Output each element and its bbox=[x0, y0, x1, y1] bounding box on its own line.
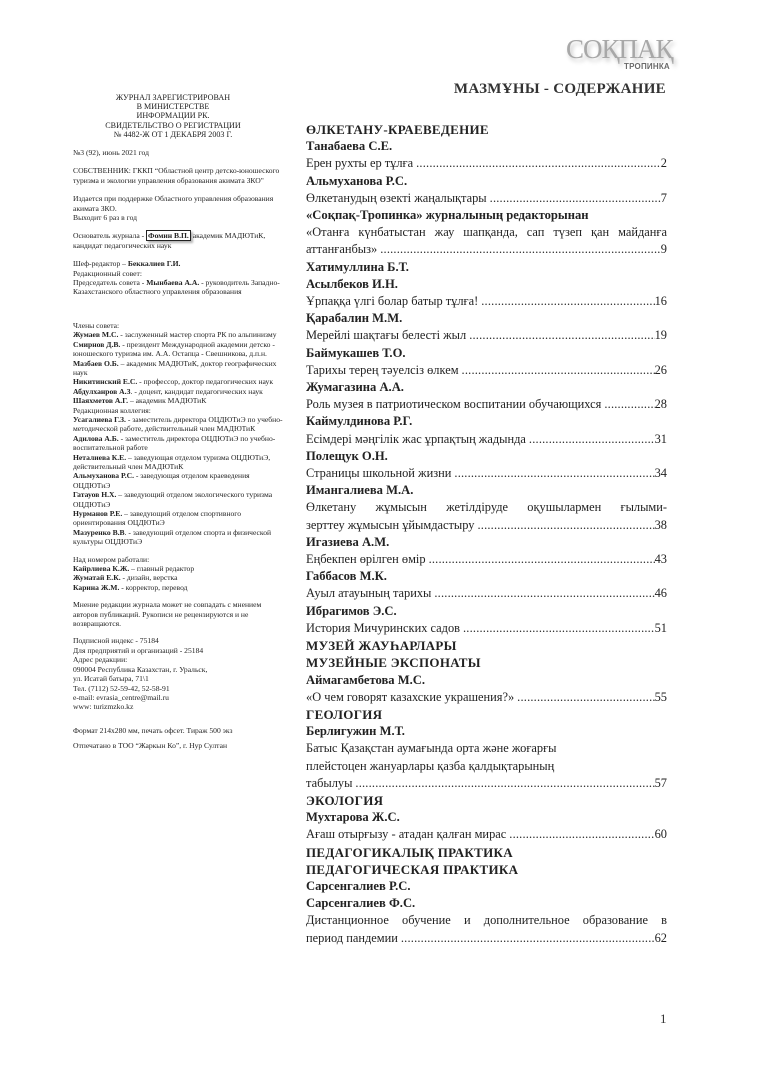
page-ref: 57 bbox=[654, 775, 667, 790]
member-name: Абдулханров А.З bbox=[73, 386, 131, 396]
page-ref: 28 bbox=[654, 397, 667, 412]
staff-item bbox=[73, 573, 288, 582]
member-role: – академик МАДЮТиК bbox=[128, 396, 207, 406]
section-heading: ПЕДАГОГИЧЕСКАЯ ПРАКТИКА bbox=[306, 861, 519, 877]
section-heading: ӨЛКЕТАНУ-КРАЕВЕДЕНИЕ bbox=[306, 122, 489, 137]
collegium-name: Адилова А.Б. bbox=[73, 433, 119, 443]
toc-entry[interactable] bbox=[306, 826, 667, 843]
toc-entry[interactable] bbox=[306, 689, 667, 706]
registration-line: № 4482-Ж ОТ 1 ДЕКАБРЯ 2003 Г. bbox=[113, 129, 233, 139]
contact-line: Адрес редакции: bbox=[73, 655, 128, 665]
member-item bbox=[73, 330, 288, 339]
toc-author: Полещук О.Н. bbox=[306, 448, 388, 463]
logo-subtitle: ТРОПИНКА bbox=[624, 62, 670, 71]
collegium-role: - заместитель директора ОЦДЮТиЭ по учебно-воспитательной работе bbox=[73, 433, 276, 453]
leader-dots bbox=[454, 465, 654, 482]
toc-author: Альмуханова Р.С. bbox=[306, 173, 408, 188]
chief-name: Беккалиев Г.И. bbox=[127, 259, 181, 269]
toc-entry[interactable] bbox=[306, 517, 667, 534]
magazine-logo bbox=[566, 36, 676, 76]
entry-title: период пандемии bbox=[306, 930, 398, 945]
toc-author: Игазиева А.М. bbox=[306, 534, 390, 549]
collegium-item bbox=[73, 490, 288, 509]
toc-entry[interactable] bbox=[306, 327, 667, 344]
entry-title: зерттеу жұмысын ұйымдастыру bbox=[306, 517, 475, 532]
leader-dots bbox=[509, 826, 654, 843]
toc-author: Хатимуллина Б.Т. bbox=[306, 259, 409, 274]
entry-title: Ауыл атауының тарихы bbox=[306, 586, 432, 601]
staff-item bbox=[73, 583, 288, 592]
leader-dots bbox=[462, 362, 655, 379]
leader-dots bbox=[416, 155, 661, 172]
entry-title: Страницы школьной жизни bbox=[306, 466, 452, 481]
entry-title: Есімдері мәңгілік жас ұрпақтың жадында bbox=[306, 431, 526, 446]
toc-entry[interactable] bbox=[306, 155, 667, 172]
toc-author: Берлигужин М.Т. bbox=[306, 724, 405, 739]
imprint-column bbox=[73, 93, 288, 751]
leader-dots bbox=[490, 190, 661, 207]
founder-title: академик МАДЮТиК, кандидат педагогических наук bbox=[73, 231, 266, 250]
page-ref: 55 bbox=[654, 689, 667, 704]
leader-dots bbox=[517, 689, 654, 706]
collegium-item bbox=[73, 471, 288, 490]
chair-name: Мынбаева А.А. bbox=[146, 278, 200, 288]
collegium-name: Гатауов Н.Х. bbox=[73, 490, 117, 500]
toc-author: Қарабалин М.М. bbox=[306, 311, 403, 326]
entry-title: аттанғанбыз» bbox=[306, 242, 378, 257]
section-heading: ПЕДАГОГИКАЛЫҚ ПРАКТИКА bbox=[306, 844, 513, 860]
collegium-name: Нурманов Р.Е. bbox=[73, 509, 123, 519]
page-ref: 2 bbox=[660, 156, 667, 171]
entry-title: Өлкетанудың өзекті жаңалықтары bbox=[306, 190, 487, 205]
registration-line: ЖУРНАЛ ЗАРЕГИСТРИРОВАН bbox=[115, 93, 231, 102]
leader-dots bbox=[604, 396, 654, 413]
member-name: Смирнов Д.В. bbox=[73, 339, 121, 349]
member-role: - заслуженный мастер спорта РК по альпинизму bbox=[118, 330, 277, 340]
toc-author: Габбасов М.К. bbox=[306, 569, 387, 584]
toc-entry[interactable] bbox=[306, 362, 667, 379]
page-number: 1 bbox=[660, 1011, 667, 1026]
owner-info: СОБСТВЕННИК: ГККП “Областной центр детско-юношеского туризма и экологии управления образования акимата ЗКО" bbox=[73, 166, 280, 185]
support-info: Издается при поддержке Областного управления образования акимата ЗКО. bbox=[73, 194, 274, 213]
member-name: Никитинский Е.С. bbox=[73, 377, 138, 387]
entry-title: Мерейлі шақтағы белесті жыл bbox=[306, 328, 467, 343]
entry-title: «О чем говорят казахские украшения?» bbox=[306, 689, 515, 704]
section-heading: ГЕОЛОГИЯ bbox=[306, 706, 383, 722]
table-of-contents bbox=[306, 121, 667, 947]
founder-name: Фомин В.П. bbox=[148, 231, 189, 241]
page-ref: 43 bbox=[654, 552, 667, 567]
member-item bbox=[73, 359, 288, 378]
collegium-item bbox=[73, 528, 288, 547]
toc-author: Мухтарова Ж.С. bbox=[306, 810, 400, 825]
toc-author: Баймукашев Т.О. bbox=[306, 345, 406, 360]
page-ref: 60 bbox=[654, 827, 667, 842]
toc-entry[interactable] bbox=[306, 465, 667, 482]
chief-label: Шеф-редактор – bbox=[73, 259, 128, 269]
toc-author: Каймулдинова Р.Г. bbox=[306, 414, 413, 429]
entry-title: Еңбекпен өрілген өмір bbox=[306, 552, 426, 567]
board-label: Редакционный совет: bbox=[73, 268, 142, 278]
collegium-item bbox=[73, 434, 288, 453]
collegium-role: – заведующая отделом туризма ОЦДЮТиЭ, действительный член МАДЮТиК bbox=[73, 452, 271, 471]
leader-dots bbox=[434, 585, 654, 602]
entry-title-line: Өлкетану жұмысын жетілдіруде оқушылармен ғылыми- bbox=[306, 500, 667, 515]
member-role: . - доцент, кандидат педагогических наук bbox=[130, 386, 263, 396]
collegium-role: – заведующий отделом спортивного ориентирования ОЦДЮТиЭ bbox=[73, 509, 242, 528]
member-item bbox=[73, 377, 288, 386]
leader-dots bbox=[469, 327, 654, 344]
founder-label: Основатель журнала - bbox=[73, 231, 147, 241]
entry-title-line: плейстоцен жануарлары қазба қалдықтарының bbox=[306, 758, 555, 773]
member-role: – академик МАДЮТиК, доктор географических наук bbox=[73, 358, 277, 377]
leader-dots bbox=[463, 620, 655, 637]
collegium-name: Неталиева К.Е. bbox=[73, 452, 127, 462]
entry-title-line: «Отанға күнбатыстан жау шапқанда, сап түзеп қан майданға bbox=[306, 225, 667, 240]
leader-dots bbox=[401, 930, 655, 947]
toc-author: Сарсенгалиев Ф.С. bbox=[306, 896, 416, 911]
entry-title: Роль музея в патриотическом воспитании обучающихся bbox=[306, 397, 602, 412]
member-item bbox=[73, 340, 288, 359]
page-ref: 34 bbox=[654, 466, 667, 481]
page-ref: 46 bbox=[654, 586, 667, 601]
page-ref: 38 bbox=[654, 517, 667, 532]
leader-dots bbox=[529, 431, 655, 448]
chief-editor bbox=[73, 259, 288, 268]
page-ref: 9 bbox=[660, 242, 667, 257]
toc-entry[interactable] bbox=[306, 620, 667, 637]
contact-line: 090004 Республика Казахстан, г. Уральск, bbox=[73, 664, 208, 674]
entry-title: табылуы bbox=[306, 775, 353, 790]
member-role: - профессор, доктор педагогических наук bbox=[137, 377, 274, 387]
chair-role: - руководитель Западно-Казахстанского областного управления образования bbox=[73, 278, 280, 297]
leader-dots bbox=[355, 775, 654, 792]
toc-author: Танабаева С.Е. bbox=[306, 139, 393, 154]
entry-title: Ағаш отырғызу - атадан қалған мирас bbox=[306, 827, 507, 842]
chair-label: Председатель совета - bbox=[73, 278, 147, 288]
registration-line: СВИДЕТЕЛЬСТВО О РЕГИСТРАЦИИ bbox=[105, 120, 241, 130]
contact-line: Подписной индекс - 75184 bbox=[73, 636, 159, 646]
website-line: www: turizmzko.kz bbox=[73, 702, 134, 712]
toc-author: Жумагазина А.А. bbox=[306, 380, 404, 395]
staff-label: Над номером работали: bbox=[73, 554, 150, 564]
collegium-item bbox=[73, 415, 288, 434]
member-item bbox=[73, 387, 288, 396]
issue-info: №3 (92), июнь 2021 год bbox=[73, 148, 150, 158]
section-heading: МУЗЕЙ ЖАУҺАРЛАРЫ bbox=[306, 638, 457, 654]
collegium-label: Редакционная коллегия: bbox=[73, 405, 151, 415]
member-name: Шаяхметов А.Г. bbox=[73, 396, 129, 406]
member-name: Мазбаев О.Б. bbox=[73, 358, 119, 368]
entry-title: История Мичуринских садов bbox=[306, 620, 460, 635]
staff-name: Карина Ж.М. bbox=[73, 582, 120, 592]
toc-entry[interactable] bbox=[306, 551, 667, 568]
collegium-role: – заведующий отделом экологического туризма ОЦДЮТиЭ bbox=[73, 490, 273, 509]
toc-entry[interactable] bbox=[306, 396, 667, 413]
toc-entry[interactable] bbox=[306, 241, 667, 258]
staff-name: Жуматай Е.К. bbox=[73, 573, 121, 583]
email-line: e-mail: evrasia_centre@mail.ru bbox=[73, 692, 169, 702]
collegium-name: Мазуренко В.В bbox=[73, 527, 125, 537]
page-ref: 7 bbox=[660, 190, 667, 205]
toc-entry[interactable] bbox=[306, 190, 667, 207]
toc-author: Имангалиева М.А. bbox=[306, 483, 414, 498]
founder-info bbox=[73, 231, 288, 250]
section-heading: ЭКОЛОГИЯ bbox=[306, 792, 384, 808]
collegium-name: Альмуханова Р.С. bbox=[73, 471, 134, 481]
staff-role: - дизайн, верстка bbox=[120, 573, 178, 583]
disclaimer: Мнение редакции журнала может не совпадать с мнением авторов публикаций. Рукописи не рецензируются и не возвращаются. bbox=[73, 600, 262, 629]
registration-line: В МИНИСТЕРСТВЕ bbox=[136, 102, 210, 112]
toc-entry[interactable] bbox=[306, 930, 667, 947]
logo-title: СОҚПАҚ bbox=[566, 34, 673, 64]
collegium-name: Усагалиева Г.З. bbox=[73, 414, 126, 424]
staff-role: – главный редактор bbox=[129, 564, 195, 574]
toc-heading: МАЗМҰНЫ - СОДЕРЖАНИЕ bbox=[453, 81, 666, 97]
toc-author: Ибрагимов Э.С. bbox=[306, 603, 397, 618]
toc-author: Аймагамбетова М.С. bbox=[306, 672, 425, 687]
collegium-item bbox=[73, 509, 288, 528]
format-info: Формат 214х280 мм, печать офсет. Тираж 500 экз bbox=[73, 725, 233, 735]
collegium-role: - заместитель директора ОЦДЮТиЭ по учебно-методической работе, действительный член МАДЮТиК bbox=[73, 414, 283, 434]
page-ref: 31 bbox=[654, 431, 667, 446]
contact-line: ул. Исатай батыра, 71\1 bbox=[73, 674, 149, 684]
page-ref: 62 bbox=[654, 930, 667, 945]
toc-entry[interactable] bbox=[306, 293, 667, 310]
contact-line: Для предприятий и организаций - 25184 bbox=[73, 645, 204, 655]
leader-dots bbox=[477, 517, 654, 534]
toc-entry[interactable] bbox=[306, 775, 667, 792]
page-ref: 16 bbox=[654, 294, 667, 309]
member-role: - президент Международной академии детско - юношеского туризма им. А.А. Остапца - Свешникова, д.п.н. bbox=[73, 339, 275, 359]
leader-dots bbox=[481, 293, 654, 310]
staff-name: Кайрлиева К.Ж. bbox=[73, 564, 130, 574]
toc-entry[interactable] bbox=[306, 585, 667, 602]
leader-dots bbox=[429, 551, 655, 568]
member-name: Жумаев М.С. bbox=[73, 330, 119, 340]
page-ref: 26 bbox=[654, 362, 667, 377]
toc-author: Сарсенгалиев Р.С. bbox=[306, 878, 411, 893]
member-item bbox=[73, 396, 288, 405]
page-ref: 51 bbox=[654, 620, 667, 635]
leader-dots bbox=[380, 241, 661, 258]
entry-title: Тарихы терең тәуелсіз өлкем bbox=[306, 362, 459, 377]
toc-author: Асылбеков И.Н. bbox=[306, 276, 398, 291]
board-chair bbox=[73, 278, 288, 297]
page-ref: 19 bbox=[654, 328, 667, 343]
staff-role: - корректор, перевод bbox=[119, 582, 188, 592]
printer-info: Отпечатано в ТОО “Жаркын Ко”, г. Нур Султан bbox=[73, 741, 228, 751]
frequency-info: Выходит 6 раз в год bbox=[73, 213, 138, 223]
collegium-item bbox=[73, 453, 288, 472]
toc-author: «Соқпақ-Тропинка» журналының редакторынан bbox=[306, 208, 589, 223]
section-heading: МУЗЕЙНЫЕ ЭКСПОНАТЫ bbox=[306, 655, 481, 671]
registration-block bbox=[73, 93, 273, 139]
collegium-role: - заведующая отделом краеведения ОЦДЮТиЭ bbox=[73, 471, 250, 490]
toc-entry[interactable] bbox=[306, 431, 667, 448]
members-label: Члены совета: bbox=[73, 320, 120, 330]
registration-line: ИНФОРМАЦИИ РК. bbox=[136, 111, 210, 121]
collegium-role: . - заведующий отделом спорта и физической культуры ОЦДЮТиЭ bbox=[73, 527, 272, 547]
entry-title: Ерен рухты ер тұлға bbox=[306, 156, 414, 171]
staff-item bbox=[73, 564, 288, 573]
entry-title: Ұрпаққа үлгі болар батыр тұлға! bbox=[306, 294, 479, 309]
contact-line: Тел. (7112) 52-59-42, 52-58-91 bbox=[73, 683, 170, 693]
entry-title-line: Дистанционное обучение и дополнительное образование в bbox=[306, 913, 667, 928]
entry-title-line: Батыс Қазақстан аумағында орта және жоғарғы bbox=[306, 741, 557, 756]
